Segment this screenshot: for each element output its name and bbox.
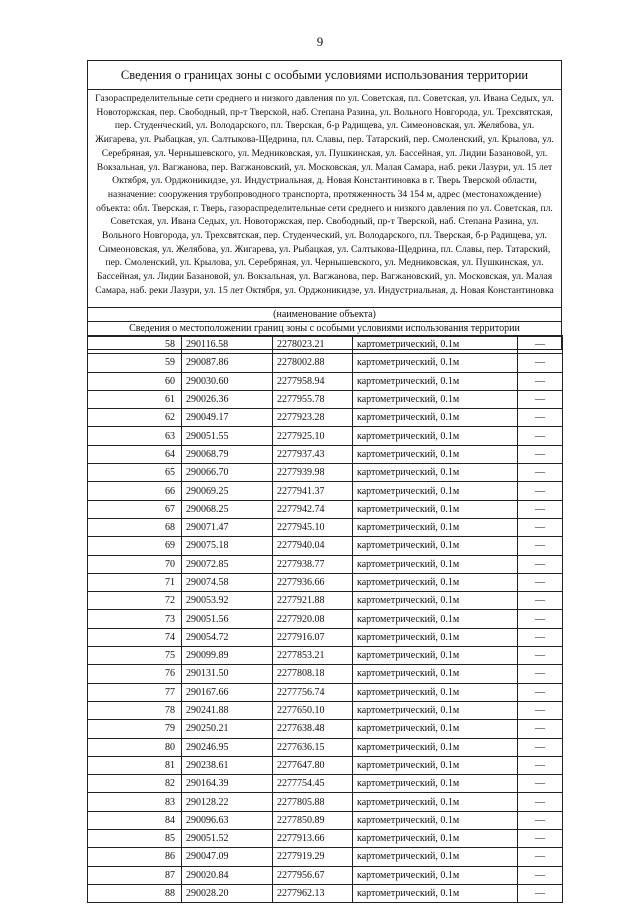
coord-y: 2277916.07 xyxy=(273,628,353,646)
coord-x: 290131.50 xyxy=(182,665,273,683)
table-row xyxy=(88,409,563,427)
table-row xyxy=(88,354,563,372)
table-row xyxy=(88,573,563,591)
table-row xyxy=(88,427,563,445)
table-row xyxy=(88,811,563,829)
extra-dash: — xyxy=(518,500,563,518)
page-number: 9 xyxy=(316,34,324,49)
extra-dash: — xyxy=(518,482,563,500)
extra-dash: — xyxy=(518,756,563,774)
object-description: Газораспределительные сети среднего и низкого давления по ул. Советская, пл. Советская, ул. Ивана Седых, ул. Новоторжская, пер. Свободный, пр-т Тверской, наб. Степана Разина, ул. Вольного Новгорода, ул. Трехсвятская, пер. Студенческий, ул. Володарского, пл. Тверская, б-р Радищева, ул. Симеоновская, ул. Желябова, ул. Жигарева, ул. Рыбацкая, ул. Салтыкова-Щедрина, пл. Славы, пер. Татарский, пер. Смоленский, ул. Крылова, ул. Серебряная, ул. Чернышевского, ул. Медниковская, ул. Пушкинская, ул. Бассейная, ул. Лидии Базановой, ул. Вокзальная, ул. Вагжанова, пер. Вагжановский, ул. Московская, ул. Малая Самара, наб. реки Лазури, ул. 15 лет Октября, ул. Орджоникидзе, ул. Индустриальная, д. Новая Константиновка в г. Тверь Тверской области, назначение: сооружения трубопроводного транспорта, протяженность 34 154 м, адрес (местонахождение) объекта: обл. Тверская, г. Тверь, газораспределительные сети среднего и низкого давления по ул. Советская, пл. Советская, ул. Ивана Седых, ул. Новоторжская, пер. Свободный, пр-т Тверской, наб. Степана Разина, ул. Вольного Новгорода, ул. Трехсвятская, пер. Студенческий, ул. Володарского, пл. Тверская, б-р Радищева, ул. Симеоновская, ул. Желябова, ул. Жигарева, ул. Рыбацкая, ул. Салтыкова-Щедрина, пл. Славы, пер. Татарский, пер. Смоленский, ул. Крылова, ул. Серебряная, ул. Чернышевского, ул. Медниковская, ул. Пушкинская, ул. Бассейная, ул. Лидии Базановой, ул. Вокзальная, ул. Вагжанова, пер. Вагжановский, ул. Московская, ул. Малая Самара, наб. реки Лазури, ул. 15 лет Октября, ул. Орджоникидзе, ул. Индустриальная, д. Новая Константиновка xyxy=(88,90,562,308)
method: картометрический, 0.1м xyxy=(353,372,518,390)
coord-x: 290250.21 xyxy=(182,720,273,738)
coord-y: 2277958.94 xyxy=(273,372,353,390)
method: картометрический, 0.1м xyxy=(353,811,518,829)
extra-dash: — xyxy=(518,555,563,573)
coord-y: 2278023.21 xyxy=(273,336,353,354)
object-caption: (наименование объекта) xyxy=(88,308,562,322)
method: картометрический, 0.1м xyxy=(353,500,518,518)
method: картометрический, 0.1м xyxy=(353,354,518,372)
coord-y: 2277853.21 xyxy=(273,647,353,665)
point-number: 64 xyxy=(88,445,182,463)
coord-y: 2277850.89 xyxy=(273,811,353,829)
point-number: 72 xyxy=(88,592,182,610)
point-number: 88 xyxy=(88,884,182,902)
extra-dash: — xyxy=(518,793,563,811)
extra-dash: — xyxy=(518,464,563,482)
coord-x: 290069.25 xyxy=(182,482,273,500)
table-row xyxy=(88,720,563,738)
table-row xyxy=(88,372,563,390)
extra-dash: — xyxy=(518,610,563,628)
coord-y: 2277808.18 xyxy=(273,665,353,683)
method: картометрический, 0.1м xyxy=(353,482,518,500)
point-number: 70 xyxy=(88,555,182,573)
coord-x: 290030.60 xyxy=(182,372,273,390)
coord-x: 290051.55 xyxy=(182,427,273,445)
point-number: 77 xyxy=(88,683,182,701)
table-row xyxy=(88,537,563,555)
extra-dash: — xyxy=(518,830,563,848)
method: картометрический, 0.1м xyxy=(353,720,518,738)
coord-x: 290238.61 xyxy=(182,756,273,774)
table-row xyxy=(88,445,563,463)
method: картометрический, 0.1м xyxy=(353,848,518,866)
point-number: 79 xyxy=(88,720,182,738)
coord-x: 290075.18 xyxy=(182,537,273,555)
table-row xyxy=(88,665,563,683)
coord-y: 2277919.29 xyxy=(273,848,353,866)
zone-title: Сведения о границах зоны с особыми условиями использования территории xyxy=(88,61,562,90)
point-number: 87 xyxy=(88,866,182,884)
coord-x: 290071.47 xyxy=(182,518,273,536)
point-number: 68 xyxy=(88,518,182,536)
extra-dash: — xyxy=(518,738,563,756)
coord-y: 2277913.66 xyxy=(273,830,353,848)
coord-y: 2277923.28 xyxy=(273,409,353,427)
coord-x: 290072.85 xyxy=(182,555,273,573)
table-row xyxy=(88,793,563,811)
coord-x: 290028.20 xyxy=(182,884,273,902)
table-row xyxy=(88,390,563,408)
method: картометрический, 0.1м xyxy=(353,464,518,482)
point-number: 73 xyxy=(88,610,182,628)
table-row xyxy=(88,738,563,756)
point-number: 86 xyxy=(88,848,182,866)
table-row xyxy=(88,592,563,610)
coord-x: 290068.25 xyxy=(182,500,273,518)
extra-dash: — xyxy=(518,811,563,829)
coord-y: 2277939.98 xyxy=(273,464,353,482)
extra-dash: — xyxy=(518,701,563,719)
coord-x: 290051.56 xyxy=(182,610,273,628)
method: картометрический, 0.1м xyxy=(353,573,518,591)
coord-y: 2277962.13 xyxy=(273,884,353,902)
coord-y: 2277937.43 xyxy=(273,445,353,463)
extra-dash: — xyxy=(518,409,563,427)
extra-dash: — xyxy=(518,427,563,445)
point-number: 63 xyxy=(88,427,182,445)
coord-x: 290054.72 xyxy=(182,628,273,646)
table-row xyxy=(88,336,563,354)
location-caption: Сведения о местоположении границ зоны с особыми условиями использования территории xyxy=(88,322,562,337)
coord-y: 2277921.88 xyxy=(273,592,353,610)
table-row xyxy=(88,866,563,884)
method: картометрический, 0.1м xyxy=(353,592,518,610)
table-row xyxy=(88,518,563,536)
method: картометрический, 0.1м xyxy=(353,665,518,683)
extra-dash: — xyxy=(518,537,563,555)
method: картометрический, 0.1м xyxy=(353,409,518,427)
table-row xyxy=(88,555,563,573)
coord-x: 290164.39 xyxy=(182,775,273,793)
point-number: 67 xyxy=(88,500,182,518)
coord-x: 290066.70 xyxy=(182,464,273,482)
method: картометрический, 0.1м xyxy=(353,775,518,793)
table-row xyxy=(88,701,563,719)
coord-x: 290020.84 xyxy=(182,866,273,884)
extra-dash: — xyxy=(518,848,563,866)
point-number: 74 xyxy=(88,628,182,646)
extra-dash: — xyxy=(518,573,563,591)
method: картометрический, 0.1м xyxy=(353,738,518,756)
table-row xyxy=(88,628,563,646)
extra-dash: — xyxy=(518,518,563,536)
extra-dash: — xyxy=(518,647,563,665)
method: картометрический, 0.1м xyxy=(353,445,518,463)
method: картометрический, 0.1м xyxy=(353,610,518,628)
table-row xyxy=(88,884,563,902)
method: картометрический, 0.1м xyxy=(353,701,518,719)
coord-x: 290074.58 xyxy=(182,573,273,591)
method: картометрический, 0.1м xyxy=(353,427,518,445)
coord-x: 290068.79 xyxy=(182,445,273,463)
coord-y: 2277955.78 xyxy=(273,390,353,408)
point-number: 65 xyxy=(88,464,182,482)
table-row xyxy=(88,830,563,848)
point-number: 81 xyxy=(88,756,182,774)
point-number: 61 xyxy=(88,390,182,408)
coord-x: 290053.92 xyxy=(182,592,273,610)
method: картометрический, 0.1м xyxy=(353,830,518,848)
coord-y: 2277638.48 xyxy=(273,720,353,738)
zone-info-table xyxy=(87,60,562,350)
extra-dash: — xyxy=(518,866,563,884)
coord-x: 290241.88 xyxy=(182,701,273,719)
method: картометрический, 0.1м xyxy=(353,336,518,354)
point-number: 85 xyxy=(88,830,182,848)
point-number: 76 xyxy=(88,665,182,683)
coord-y: 2277956.67 xyxy=(273,866,353,884)
coord-y: 2277940.04 xyxy=(273,537,353,555)
method: картометрический, 0.1м xyxy=(353,793,518,811)
coord-x: 290026.36 xyxy=(182,390,273,408)
coordinates-table xyxy=(87,335,563,903)
point-number: 69 xyxy=(88,537,182,555)
table-row xyxy=(88,775,563,793)
method: картометрический, 0.1м xyxy=(353,628,518,646)
coord-y: 2277938.77 xyxy=(273,555,353,573)
extra-dash: — xyxy=(518,884,563,902)
extra-dash: — xyxy=(518,390,563,408)
table-row xyxy=(88,500,563,518)
method: картометрический, 0.1м xyxy=(353,390,518,408)
coord-x: 290116.58 xyxy=(182,336,273,354)
point-number: 59 xyxy=(88,354,182,372)
extra-dash: — xyxy=(518,336,563,354)
method: картометрический, 0.1м xyxy=(353,866,518,884)
table-row xyxy=(88,647,563,665)
method: картометрический, 0.1м xyxy=(353,537,518,555)
point-number: 75 xyxy=(88,647,182,665)
table-row xyxy=(88,610,563,628)
point-number: 62 xyxy=(88,409,182,427)
extra-dash: — xyxy=(518,683,563,701)
coord-x: 290087.86 xyxy=(182,354,273,372)
extra-dash: — xyxy=(518,354,563,372)
extra-dash: — xyxy=(518,445,563,463)
point-number: 80 xyxy=(88,738,182,756)
extra-dash: — xyxy=(518,592,563,610)
point-number: 71 xyxy=(88,573,182,591)
method: картометрический, 0.1м xyxy=(353,647,518,665)
coord-x: 290128.22 xyxy=(182,793,273,811)
coord-y: 2277647.80 xyxy=(273,756,353,774)
coord-y: 2277754.45 xyxy=(273,775,353,793)
coord-x: 290246.95 xyxy=(182,738,273,756)
coord-y: 2277936.66 xyxy=(273,573,353,591)
method: картометрический, 0.1м xyxy=(353,884,518,902)
method: картометрический, 0.1м xyxy=(353,518,518,536)
coord-y: 2278002.88 xyxy=(273,354,353,372)
coord-x: 290049.17 xyxy=(182,409,273,427)
coord-y: 2277805.88 xyxy=(273,793,353,811)
coord-y: 2277941.37 xyxy=(273,482,353,500)
coord-y: 2277925.10 xyxy=(273,427,353,445)
coord-y: 2277945.10 xyxy=(273,518,353,536)
extra-dash: — xyxy=(518,720,563,738)
extra-dash: — xyxy=(518,775,563,793)
coord-x: 290047.09 xyxy=(182,848,273,866)
point-number: 60 xyxy=(88,372,182,390)
table-row xyxy=(88,848,563,866)
coord-x: 290099.89 xyxy=(182,647,273,665)
point-number: 84 xyxy=(88,811,182,829)
point-number: 82 xyxy=(88,775,182,793)
point-number: 66 xyxy=(88,482,182,500)
method: картометрический, 0.1м xyxy=(353,756,518,774)
coord-y: 2277756.74 xyxy=(273,683,353,701)
method: картометрический, 0.1м xyxy=(353,555,518,573)
table-row xyxy=(88,482,563,500)
coord-x: 290096.63 xyxy=(182,811,273,829)
coord-x: 290167.66 xyxy=(182,683,273,701)
extra-dash: — xyxy=(518,665,563,683)
extra-dash: — xyxy=(518,628,563,646)
table-row xyxy=(88,756,563,774)
extra-dash: — xyxy=(518,372,563,390)
table-row xyxy=(88,683,563,701)
table-row xyxy=(88,464,563,482)
coord-y: 2277942.74 xyxy=(273,500,353,518)
coord-y: 2277650.10 xyxy=(273,701,353,719)
point-number: 58 xyxy=(88,336,182,354)
point-number: 83 xyxy=(88,793,182,811)
method: картометрический, 0.1м xyxy=(353,683,518,701)
coordinates-body xyxy=(88,336,563,903)
coord-y: 2277636.15 xyxy=(273,738,353,756)
point-number: 78 xyxy=(88,701,182,719)
coord-y: 2277920.08 xyxy=(273,610,353,628)
coord-x: 290051.52 xyxy=(182,830,273,848)
